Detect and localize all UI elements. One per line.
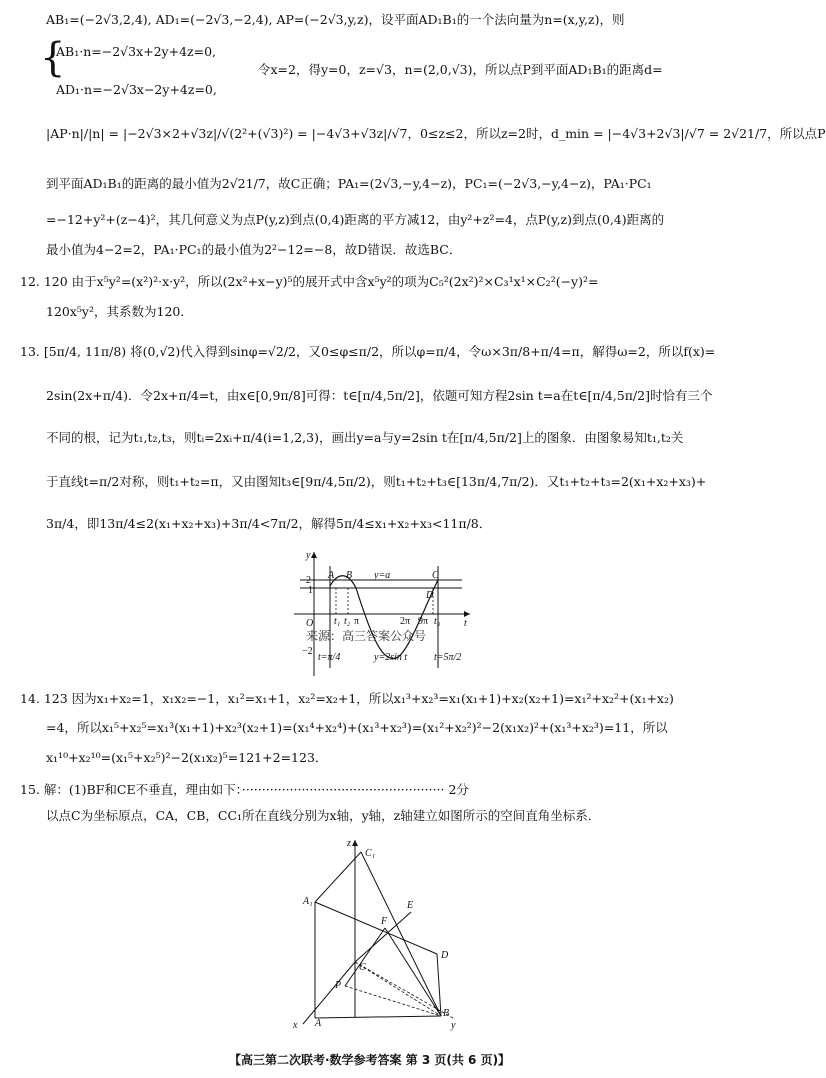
text-line-19: 15. 解：(1)BF和CE不垂直，理由如下：··················································· 2分 <box>20 782 469 797</box>
fig1-tick-2: 2 <box>306 575 311 586</box>
fig1-watermark: 来源：高三答案公众号 <box>306 629 427 643</box>
fig2-point-C: C <box>359 962 366 973</box>
text-line-5: |AP·n|/|n| = |−2√3×2+√3z|/√(2²+(√3)²) = |−4√3+√3z|/√7，0≤z≤2，所以z=2时，d_min = |−4√3+2√3|/√7 = 2√21/7，所以点P <box>46 126 826 141</box>
fig2-y-axis: y <box>451 1020 456 1031</box>
fig1-2pi: 2π <box>400 616 411 627</box>
sine-graph-figure <box>284 548 474 680</box>
fig1-y-eq-2sin: y=2sin t <box>374 652 408 663</box>
fig1-t-axis: t <box>464 618 467 629</box>
fig1-pi: π <box>354 616 360 627</box>
fig2-point-B: B <box>443 1008 450 1019</box>
text-line-20: 以点C为坐标原点，CA，CB，CC₁所在直线分别为x轴，y轴，z轴建立如图所示的空间直角坐标系． <box>46 808 601 823</box>
fig1-9pi4: 9π <box>418 616 429 627</box>
text-line-13: 不同的根，记为t₁,t₂,t₃，则tᵢ=2xᵢ+π/4(i=1,2,3)，画出y=a与y=2sin t在[π/4,5π/2]上的图象．由图象易知t₁,t₂关 <box>46 430 684 445</box>
fig2-point-A: A <box>315 1018 322 1029</box>
text-line-4: AD₁·n=−2√3x−2y+4z=0, <box>56 82 217 97</box>
fig1-t3: t₃ <box>434 616 441 627</box>
fig1-t1: t₁ <box>334 616 341 627</box>
fig1-y-eq-a: y=a <box>374 570 391 581</box>
fig2-point-D: D <box>441 950 449 961</box>
fig1-point-C: C <box>432 570 439 581</box>
text-line-3: 令x=2，得y=0，z=√3，n=(2,0,√3)，所以点P到平面AD₁B₁的距离d= <box>258 62 663 77</box>
text-line-18: x₁¹⁰+x₂¹⁰=(x₁⁵+x₂⁵)²−2(x₁x₂)⁵=121+2=123． <box>46 750 328 765</box>
fig2-x-axis: x <box>293 1020 298 1031</box>
fig1-t-eq-5pi2: t=5π/2 <box>434 652 462 663</box>
fig1-tick-1: 1 <box>308 585 313 596</box>
text-line-8: 最小值为4−2=2，PA₁·PC₁的最小值为2²−12=−8，故D错误．故选BC． <box>46 242 462 257</box>
text-line-2: AB₁·n=−2√3x+2y+4z=0, <box>56 44 217 59</box>
prism-3d-figure <box>285 832 465 1032</box>
fig1-origin: O <box>306 618 314 629</box>
text-line-10: 120x⁵y²，其系数为120． <box>46 304 193 319</box>
text-line-6: 到平面AD₁B₁的距离的最小值为2√21/7，故C正确；PA₁=(2√3,−y,4−z)，PC₁=(−2√3,−y,4−z)，PA₁·PC₁ <box>46 176 652 191</box>
fig1-t-eq-pi4: t=π/4 <box>318 652 341 663</box>
text-line-17: =4，所以x₁⁵+x₂⁵=x₁³(x₁+1)+x₂³(x₂+1)=(x₁⁴+x₂⁴)+(x₁³+x₂³)=(x₁²+x₂²)²−2(x₁x₂)²+(x₁³+x₂³)=11，所以 <box>46 720 668 735</box>
fig2-point-C1: C₁ <box>365 848 376 859</box>
fig2-point-A1: A₁ <box>303 896 313 907</box>
fig1-tick-minus2: −2 <box>302 646 313 657</box>
fig1-y-label: y <box>306 550 311 561</box>
text-line-14: 于直线t=π/2对称，则t₁+t₂=π，又由图知t₃∈[9π/4,5π/2)，则t₁+t₂+t₃∈[13π/4,7π/2)．又t₁+t₂+t₃=2(x₁+x₂+x₃)+ <box>46 474 707 489</box>
fig2-point-E: E <box>407 900 414 911</box>
fig1-point-D: D <box>426 590 434 601</box>
text-line-9: 12. 120 由于x⁵y²=(x²)²·x·y²，所以(2x²+x−y)⁵的展开式中含x⁵y²的项为C₅²(2x²)²×C₃¹x¹×C₂²(−y)²= <box>20 274 599 289</box>
text-line-12: 2sin(2x+π/4)．令2x+π/4=t，由x∈[0,9π/8]可得：t∈[π/4,5π/2]，依题可知方程2sin t=a在t∈[π/4,5π/2]时恰有三个 <box>46 388 713 403</box>
fig1-t2: t₂ <box>344 616 351 627</box>
fig1-point-A: A <box>328 570 335 581</box>
fig2-point-P: P <box>335 980 342 991</box>
text-line-7: =−12+y²+(z−4)²，其几何意义为点P(y,z)到点(0,4)距离的平方减12，由y²+z²=4，点P(y,z)到点(0,4)距离的 <box>46 212 665 227</box>
text-line-16: 14. 123 因为x₁+x₂=1，x₁x₂=−1，x₁²=x₁+1，x₂²=x₂+1，所以x₁³+x₂³=x₁(x₁+1)+x₂(x₂+1)=x₁²+x₂²+(x₁+x₂) <box>20 691 674 706</box>
fig2-z-axis: z <box>347 838 351 849</box>
fig1-point-B: B <box>346 570 353 581</box>
text-line-1: AB₁=(−2√3,2,4), AD₁=(−2√3,−2,4), AP=(−2√3,y,z)，设平面AD₁B₁的一个法向量为n=(x,y,z)，则 <box>46 12 625 27</box>
page-footer: 【高三第二次联考·数学参考答案 第 3 页(共 6 页)】 <box>228 1053 511 1067</box>
text-line-15: 3π/4，即13π/4≤2(x₁+x₂+x₃)+3π/4<7π/2，解得5π/4≤x₁+x₂+x₃<11π/8． <box>46 516 492 531</box>
fig2-point-F: F <box>381 916 388 927</box>
system-brace: { <box>40 35 66 81</box>
text-line-11: 13. [5π/4, 11π/8) 将(0,√2)代入得到sinφ=√2/2，又0≤φ≤π/2，所以φ=π/4，令ω×3π/8+π/4=π，解得ω=2，所以f(x)= <box>20 344 716 359</box>
